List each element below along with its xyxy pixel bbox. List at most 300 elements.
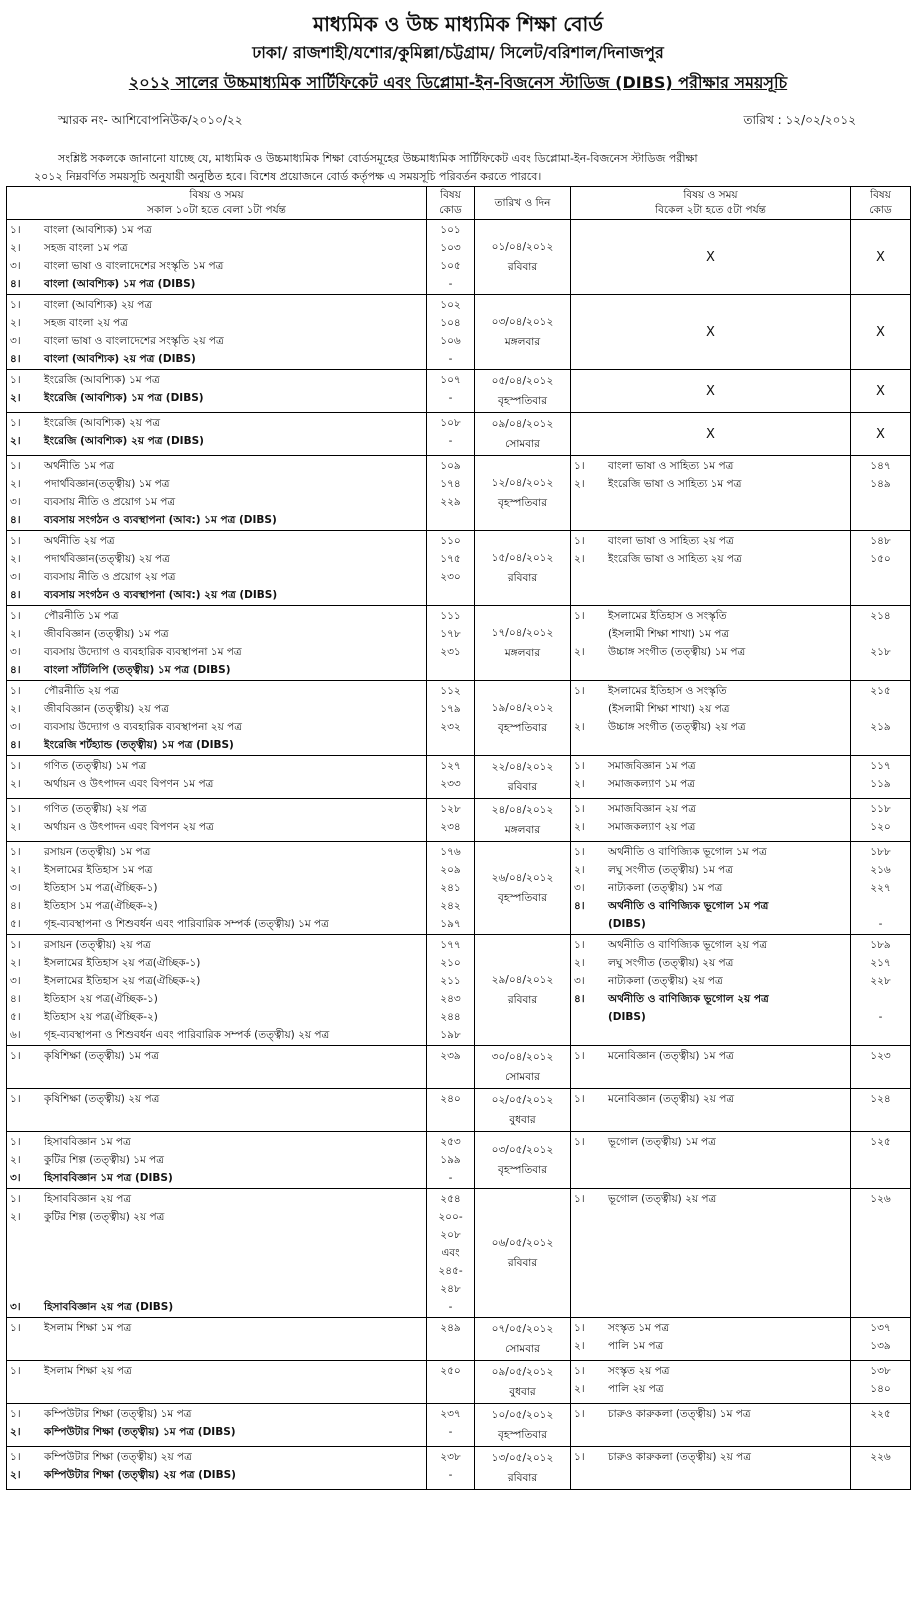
item-number: ১। [574,760,585,772]
item-number: ৪। [10,353,21,365]
exam-weekday: বৃহস্পতিবার [498,1429,547,1441]
subject-line [10,1448,423,1466]
subject-code: ১১২ [440,685,461,697]
subject-line [10,314,423,332]
table-row [7,370,911,413]
morning-subjects [7,1447,427,1490]
table-row [7,606,911,681]
subject-line [10,1298,423,1316]
subject-line [574,625,847,643]
subject-code: ১৭৫ [440,553,461,565]
subject-code: ২২৯ [440,496,461,508]
subject-line [10,972,423,990]
subject-name: হিসাববিজ্ঞান ২য় পত্র [44,1193,132,1205]
subject-code: ১০৭ [440,374,461,386]
item-number: ১। [10,1136,21,1148]
subject-line [10,915,423,933]
morning-codes [427,756,475,799]
subject-code: - [448,353,453,365]
subject-name: বাংলা ভাষা ও বাংলাদেশের সংস্কৃতি ১ম পত্র [44,260,224,272]
afternoon-none: X [571,220,851,295]
notice-line-1: সংশ্লিষ্ট সকলকে জানানো যাচ্ছে যে, মাধ্যমিক ও উচ্চমাধ্যমিক শিক্ষা বোর্ডসমূহের উচ্চমাধ্যমিক সার্টিফিকেট এবং ডিপ্লোমা-ইন-বিজনেস স্টাডিজ পরীক্ষা [58,152,698,165]
table-row [7,220,911,295]
subject-code: ২২৭ [870,882,891,894]
item-number: ১। [10,685,21,697]
subject-name: ভূগোল (তত্ত্বীয়) ২য় পত্র [608,1193,717,1205]
subject-name: উচ্চাঙ্গ সংগীত (তত্ত্বীয়) ২য় পত্র [608,721,746,733]
subject-name: পৌরনীতি ১ম পত্র [44,610,119,622]
subject-line [574,1380,847,1398]
subject-name: গণিত (তত্ত্বীয়) ২য় পত্র [44,803,147,815]
memo-number: স্মারক নং- আশিবোপনিউক/২০১০/২২ [58,113,243,127]
exam-date [475,681,571,756]
exam-weekday: মঙ্গলবার [504,824,541,836]
subject-name: সংস্কৃত ২য় পত্র [608,1365,670,1377]
subject-code: ১০৮ [440,417,461,429]
afternoon-codes [851,935,911,1046]
exam-date [475,220,571,295]
afternoon-subjects [571,1046,851,1089]
exam-date [475,1089,571,1132]
subject-line [574,915,847,933]
subject-line [10,1405,423,1423]
exam-date [475,1404,571,1447]
subject-code: ২১৬ [870,864,891,876]
morning-codes [427,842,475,935]
table-row [7,295,911,370]
subject-line [10,457,423,475]
afternoon-subjects [571,531,851,606]
exam-weekday: বুধবার [509,1114,536,1126]
subject-code: ১৮৯ [870,939,891,951]
subject-code: - [448,1301,453,1313]
subject-line [10,843,423,861]
subject-code: ২১৮ [870,646,891,658]
afternoon-codes [851,681,911,756]
exam-date-value: ০৬/০৫/২০১২ [491,1237,554,1249]
exam-date-value: ০৫/০৪/২০১২ [491,375,554,387]
subject-name: লঘু সংগীত (তত্ত্বীয়) ১ম পত্র [608,864,733,876]
subject-name: বাংলা সাঁটলিপি (তত্ত্বীয়) ১ম পত্র (DIBS) [44,664,231,676]
issue-date: তারিখ : ১২/০২/২০১২ [743,113,856,127]
exam-date [475,1046,571,1089]
subject-code: ২২৫ [870,1408,891,1420]
item-number: ৩। [10,975,21,987]
subject-code [854,990,907,1008]
subject-line [10,897,423,915]
subject-code: ২১৫ [870,685,891,697]
morning-codes [427,1447,475,1490]
afternoon-subjects [571,1404,851,1447]
subject-name: পদার্থবিজ্ঞান(তত্ত্বীয়) ২য় পত্র [44,553,170,565]
subject-line [10,1026,423,1044]
item-number: ৩। [10,496,21,508]
subject-line [574,757,847,775]
subject-name: হিসাববিজ্ঞান ১ম পত্র [44,1136,131,1148]
subject-name: পালি ১ম পত্র [608,1340,664,1352]
morning-codes [427,456,475,531]
subject-name: বাংলা (আবশ্যিক) ১ম পত্র (DIBS) [44,278,196,290]
subject-name: ইতিহাস ২য় পত্র(ঐচ্ছিক-১) [44,993,158,1005]
board-cities: ঢাকা/ রাজশাহী/যশোর/কুমিল্লা/চট্টগ্রাম/ সিলেট/বরিশাল/দিনাজপুর [252,43,664,62]
morning-codes [427,799,475,842]
subject-line [574,700,847,718]
item-number: ৪। [574,993,585,1005]
subject-line [10,371,423,389]
subject-code: ২০০- [438,1211,463,1223]
subject-name: সমাজবিজ্ঞান ১ম পত্র [608,760,696,772]
item-number: ২। [574,646,585,658]
subject-code: ২১১ [440,975,461,987]
subject-name: কৃষিশিক্ষা (তত্ত্বীয়) ২য় পত্র [44,1093,160,1105]
subject-code: ২৩৩ [440,778,461,790]
item-number: ১। [10,846,21,858]
subject-line [10,275,423,293]
item-number: ১। [574,1365,585,1377]
subject-name: সহজ বাংলা ১ম পত্র [44,242,128,254]
afternoon-codes [851,1189,911,1318]
subject-name: অর্থনীতি ২য় পত্র [44,535,115,547]
subject-code [854,625,907,643]
subject-name: সমাজকল্যাণ ১ম পত্র [608,778,695,790]
subject-line [10,818,423,836]
item-number: ১। [10,939,21,951]
subject-line [10,511,423,529]
exam-date [475,413,571,456]
item-number: ২। [574,721,585,733]
exam-date [475,606,571,681]
exam-date-value: ০১/০৪/২০১২ [491,241,554,253]
exam-date [475,1447,571,1490]
subject-name: মনোবিজ্ঞান (তত্ত্বীয়) ১ম পত্র [608,1050,734,1062]
exam-date-value: ০৩/০৫/২০১২ [491,1144,554,1156]
subject-name: বাংলা ভাষা ও সাহিত্য ২য় পত্র [608,535,734,547]
exam-date [475,456,571,531]
subject-line [574,1448,847,1466]
exam-date-value: ০২/০৫/২০১২ [491,1094,554,1106]
subject-code [430,1380,471,1398]
subject-line [574,718,847,736]
exam-weekday: বৃহস্পতিবার [498,1164,547,1176]
table-row [7,413,911,456]
subject-line [10,1008,423,1026]
item-number: ২। [574,553,585,565]
subject-code: - [448,278,453,290]
subject-line [10,736,423,754]
subject-code: - [448,1426,453,1438]
item-number: ১। [10,1193,21,1205]
subject-code: ১১৭ [870,760,891,772]
subject-line [10,1065,423,1083]
subject-code: ১৯৯ [440,1154,461,1166]
item-number: ২। [574,1340,585,1352]
code-header: বিষয় কোড [851,187,911,220]
subject-name: গণিত (তত্ত্বীয়) ১ম পত্র [44,760,147,772]
item-number: ৫। [10,918,21,930]
afternoon-codes [851,531,911,606]
subject-line [574,1133,847,1151]
subject-name: ইসলামের ইতিহাস ১ম পত্র [44,864,153,876]
subject-line [10,1337,423,1355]
subject-code [430,1108,471,1126]
subject-code: ১১১ [440,610,461,622]
subject-code: ১৯৭ [440,918,461,930]
subject-code: ১২৩ [870,1050,891,1062]
subject-code: ২৪২ [440,900,461,912]
subject-name: ইংরেজি ভাষা ও সাহিত্য ১ম পত্র [608,478,742,490]
subject-code: ১৫০ [870,553,891,565]
morning-subjects [7,295,427,370]
subject-code: ২৩৮ [440,1451,461,1463]
table-row [7,1447,911,1490]
subject-line [10,661,423,679]
item-number: ২। [10,435,21,447]
subject-name: রসায়ন (তত্ত্বীয়) ১ম পত্র [44,846,151,858]
exam-weekday: বৃহস্পতিবার [498,892,547,904]
item-number: ১। [574,803,585,815]
item-number: ২। [10,242,21,254]
item-number: ২। [10,317,21,329]
subject-line [10,221,423,239]
subject-name: ব্যবসায় সংগঠন ও ব্যবস্থাপনা (আব:) ১ম পত্র (DIBS) [44,514,277,526]
subject-name: ব্যবসায় উদ্যোগ ও ব্যবহারিক ব্যবস্থাপনা ২য় পত্র [44,721,242,733]
subject-line [574,457,847,475]
item-number: ৩। [10,646,21,658]
subject-name: হিসাববিজ্ঞান ১ম পত্র (DIBS) [44,1172,173,1184]
subject-line [10,239,423,257]
subject-code: ১০৬ [440,335,461,347]
item-number: ৪। [10,900,21,912]
subject-code: ১২৫ [870,1136,891,1148]
morning-codes [427,606,475,681]
subject-code [854,897,907,915]
item-number: ১। [10,1093,21,1105]
item-number: ৪। [10,664,21,676]
subject-line [574,607,847,625]
exam-weekday: সোমবার [505,438,540,450]
subject-name: গৃহ-ব্যবস্থাপনা ও শিশুবর্ধন এবং পারিবারিক সম্পর্ক (তত্ত্বীয়) ১ম পত্র [44,918,329,930]
afternoon-code-none: X [851,413,911,456]
subject-line [10,568,423,586]
subject-line [574,1337,847,1355]
morning-subjects [7,370,427,413]
subject-line [574,972,847,990]
item-number: ১। [574,1093,585,1105]
exam-date [475,1189,571,1318]
subject-code: এবং [441,1247,460,1259]
item-number: ৩। [574,975,585,987]
item-number: ৪। [10,739,21,751]
subject-line [10,607,423,625]
subject-name: সংস্কৃত ১ম পত্র [608,1322,670,1334]
subject-line [574,1008,847,1026]
subject-name: ইংরেজি (আবশ্যিক) ১ম পত্র (DIBS) [44,392,204,404]
item-number: ৫। [10,1011,21,1023]
subject-name: ইংরেজি শর্টহ্যান্ড (তত্ত্বীয়) ১ম পত্র (DIBS) [44,739,234,751]
subject-code: ১১৯ [870,778,891,790]
subject-line [10,1362,423,1380]
item-number: ৩। [10,721,21,733]
item-number: ৪। [574,900,585,912]
afternoon-subjects [571,681,851,756]
code-header: বিষয় কোড [427,187,475,220]
exam-date-value: ১২/০৪/২০১২ [491,477,554,489]
item-number: ১। [574,1136,585,1148]
subject-name: লঘু সংগীত (তত্ত্বীয়) ২য় পত্র [608,957,734,969]
item-number: ১। [10,1365,21,1377]
item-number: ১। [574,1408,585,1420]
document-title: ২০১২ সালের উচ্চমাধ্যমিক সার্টিফিকেট এবং ডিপ্লোমা-ইন-বিজনেস স্টাডিজ (DIBS) পরীক্ষার সময়সূচি [128,73,788,92]
item-number: ১। [574,685,585,697]
item-number: ২। [10,1154,21,1166]
morning-subjects [7,1046,427,1089]
exam-date-value: ০৭/০৫/২০১২ [491,1323,554,1335]
subject-code: ২৫০ [440,1365,461,1377]
afternoon-codes [851,1132,911,1189]
subject-code: ১০৫ [440,260,461,272]
afternoon-codes [851,756,911,799]
subject-line [574,532,847,550]
subject-name: ইতিহাস ১ম পত্র(ঐচ্ছিক-১) [44,882,158,894]
subject-line [10,1244,423,1262]
subject-name: অর্থনীতি ও বাণিজ্যিক ভূগোল ১ম পত্র [608,900,769,912]
afternoon-code-none: X [851,370,911,413]
item-number: ১। [10,460,21,472]
subject-line [10,1108,423,1126]
subject-name: অর্থনীতি ও বাণিজ্যিক ভূগোল ২য় পত্র [608,939,768,951]
afternoon-none: X [571,295,851,370]
item-number: ১। [574,846,585,858]
subject-line [10,625,423,643]
subject-name: কম্পিউটার শিক্ষা (তত্ত্বীয়) ১ম পত্র [44,1408,192,1420]
subject-line [10,532,423,550]
subject-name: পৌরনীতি ২য় পত্র [44,685,119,697]
subject-name: কম্পিউটার শিক্ষা (তত্ত্বীয়) ১ম পত্র (DIBS) [44,1426,236,1438]
subject-code: ১০৩ [440,242,461,254]
subject-line [10,1047,423,1065]
subject-code: ২২৮ [870,975,891,987]
subject-name: ইসলামের ইতিহাস ও সংস্কৃতি [608,685,727,697]
morning-codes [427,1318,475,1361]
morning-subjects [7,935,427,1046]
exam-weekday: মঙ্গলবার [504,647,541,659]
subject-code: ১২৬ [870,1193,891,1205]
morning-subjects [7,531,427,606]
morning-codes [427,1046,475,1089]
morning-codes [427,1361,475,1404]
table-header-row [7,187,911,220]
subject-name: উচ্চাঙ্গ সংগীত (তত্ত্বীয়) ১ম পত্র [608,646,746,658]
subject-name: কুটির শিল্প (তত্ত্বীয়) ১ম পত্র [44,1154,165,1166]
subject-name: অর্থায়ন ও উৎপাদন এবং বিপণন ১ম পত্র [44,778,214,790]
morning-codes [427,220,475,295]
subject-line [10,432,423,450]
morning-subjects [7,799,427,842]
subject-name: ব্যবসায় নীতি ও প্রয়োগ ২য় পত্র [44,571,176,583]
exam-weekday: বৃহস্পতিবার [498,722,547,734]
subject-code: ১৩৭ [870,1322,891,1334]
exam-weekday: বৃহস্পতিবার [498,395,547,407]
subject-line [574,682,847,700]
subject-line [10,643,423,661]
table-row [7,681,911,756]
subject-name: গৃহ-ব্যবস্থাপনা ও শিশুবর্ধন এবং পারিবারিক সম্পর্ক (তত্ত্বীয়) ২য় পত্র [44,1029,330,1041]
subject-code: ১২৭ [440,760,461,772]
subject-line [10,1133,423,1151]
exam-weekday: সোমবার [505,1071,540,1083]
subject-line [574,1190,847,1208]
morning-codes [427,1189,475,1318]
item-number: ৩। [10,1301,21,1313]
item-number: ২। [10,778,21,790]
subject-code: - [448,435,453,447]
subject-line [574,861,847,879]
item-number: ২। [10,821,21,833]
morning-subjects [7,220,427,295]
subject-code: ১০২ [440,299,461,311]
exam-date [475,935,571,1046]
subject-code: ১০১ [440,224,461,236]
subject-name: ইসলামের ইতিহাস ও সংস্কৃতি [608,610,727,622]
subject-code: ২৫৪ [440,1193,461,1205]
morning-codes [427,1404,475,1447]
table-row [7,1089,911,1132]
afternoon-subjects [571,756,851,799]
subject-name: চারুও কারুকলা (তত্ত্বীয়) ১ম পত্র [608,1408,751,1420]
item-number: ৩। [10,1172,21,1184]
subject-code: ১৭৬ [440,846,461,858]
item-number: ২। [574,957,585,969]
subject-name: রসায়ন (তত্ত্বীয়) ২য় পত্র [44,939,151,951]
exam-date-value: ৩০/০৪/২০১২ [491,1051,554,1063]
subject-name: ইসলাম শিক্ষা ১ম পত্র [44,1322,132,1334]
subject-name: (DIBS) [608,1011,646,1023]
afternoon-code-none: X [851,220,911,295]
subject-line [10,1226,423,1244]
item-number: ১। [10,610,21,622]
subject-name: বাংলা (আবশ্যিক) ১ম পত্র [44,224,152,236]
exam-weekday: মঙ্গলবার [504,336,541,348]
item-number: ২। [10,864,21,876]
item-number: ১। [574,460,585,472]
subject-line [10,1380,423,1398]
subject-line [10,332,423,350]
item-number: ১। [10,1451,21,1463]
subject-code: ১৪৭ [870,460,891,472]
item-number: ১। [10,417,21,429]
morning-codes [427,935,475,1046]
exam-weekday: রবিবার [507,261,538,273]
exam-weekday: রবিবার [507,994,538,1006]
subject-line [10,296,423,314]
subject-code: ২৩১ [440,646,461,658]
item-number: ২। [10,703,21,715]
table-row [7,456,911,531]
exam-date-value: ১৫/০৪/২০১২ [491,552,554,564]
table-row [7,1132,911,1189]
item-number: ২। [574,1383,585,1395]
subject-name: বাংলা ভাষা ও বাংলাদেশের সংস্কৃতি ২য় পত্র [44,335,224,347]
morning-subjects [7,413,427,456]
subject-name: সমাজবিজ্ঞান ২য় পত্র [608,803,696,815]
morning-codes [427,295,475,370]
exam-weekday: সোমবার [505,1343,540,1355]
afternoon-codes [851,1447,911,1490]
subject-code: ২১৯ [870,721,891,733]
subject-code: ১৭৭ [440,939,461,951]
notice-line-2: ২০১২ নিম্নবর্ণিত সময়সূচি অনুযায়ী অনুষ্ঠিত হবে। বিশেষ প্রয়োজনে বোর্ড কর্তৃপক্ষ এ সময়সূচি পরিবর্তন করতে পারবে। [34,170,542,183]
afternoon-codes [851,799,911,842]
